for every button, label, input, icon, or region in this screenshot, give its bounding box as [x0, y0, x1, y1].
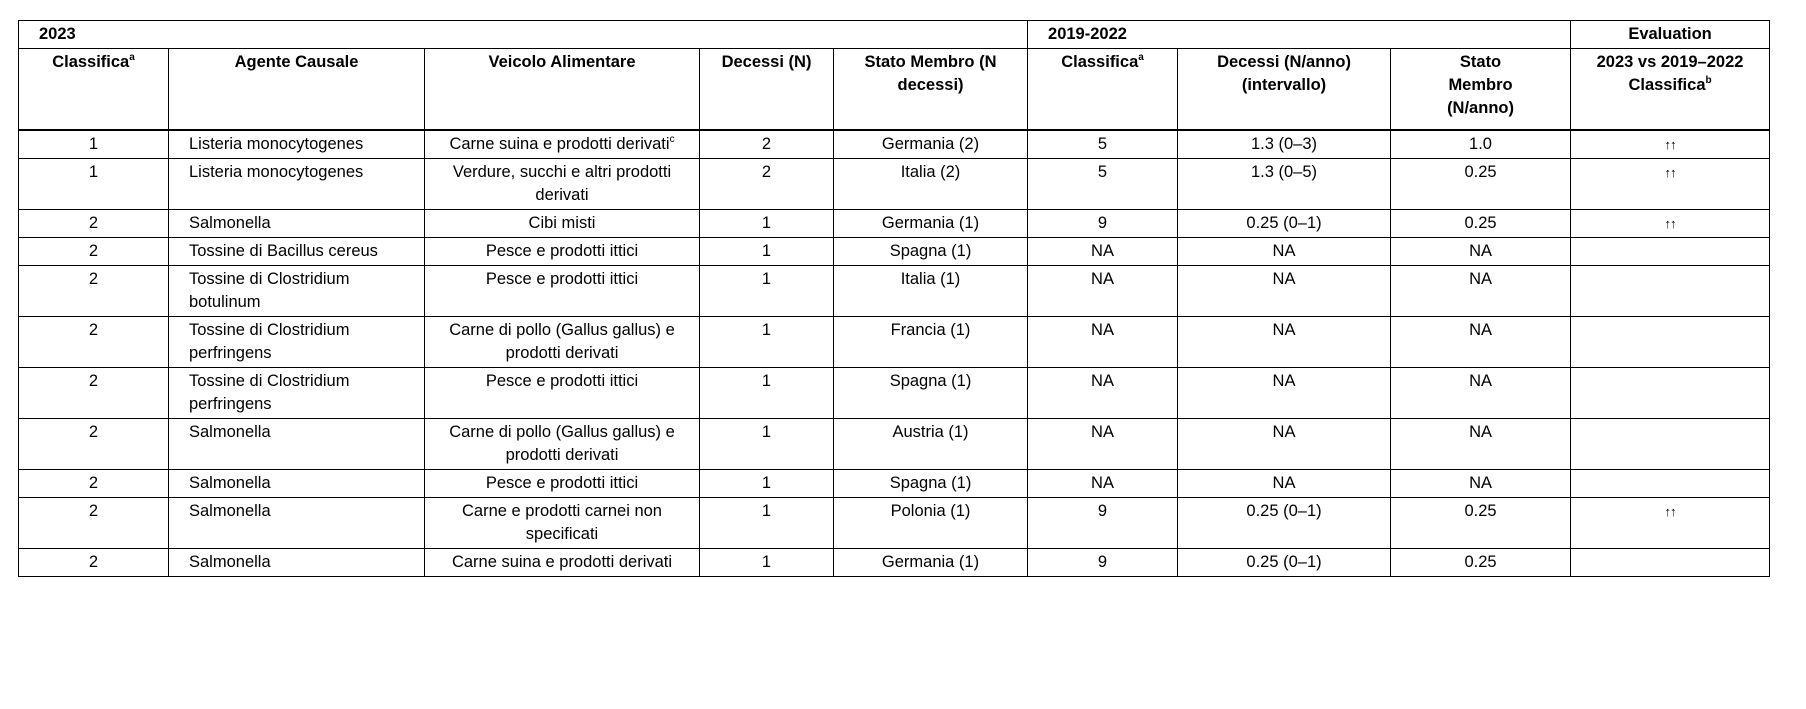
- cell-vehicle: [425, 470, 700, 498]
- cell-vehicle-text: Carne suina e prodotti derivati: [451, 553, 673, 571]
- cell-member-per-year-text: NA: [1469, 270, 1492, 288]
- cell-agent-text: Salmonella: [189, 474, 271, 492]
- cell-member-state: [834, 317, 1028, 368]
- cell-member-per-year-text: NA: [1469, 372, 1492, 390]
- cell-rank-2023-text: 2: [88, 270, 99, 288]
- col-header-classifica-2019-2022: [1028, 49, 1178, 131]
- cell-deaths-per-year: [1178, 317, 1391, 368]
- cell-deaths-per-year: [1178, 159, 1391, 210]
- cell-member-state-text: Austria (1): [892, 423, 969, 441]
- cell-deaths-per-year: [1178, 238, 1391, 266]
- cell-rank-2023-text: 2: [88, 242, 99, 260]
- footnote-a: a: [1138, 51, 1144, 63]
- cell-deaths-per-year-text: 0.25 (0–1): [1246, 553, 1322, 571]
- cell-deaths-per-year: [1178, 130, 1391, 159]
- cell-deaths-per-year: [1178, 266, 1391, 317]
- cell-agent-text: Tossine di Clostridium perfringens: [189, 321, 350, 362]
- cell-deaths: [700, 317, 834, 368]
- cell-deaths: [700, 159, 834, 210]
- cell-vehicle: [425, 549, 700, 577]
- cell-deaths: [700, 266, 834, 317]
- cell-agent-text: Salmonella: [189, 502, 271, 520]
- cell-evaluation: [1571, 419, 1770, 470]
- cell-agent-text: Listeria monocytogenes: [189, 135, 364, 153]
- cell-member-state: [834, 159, 1028, 210]
- cell-deaths-per-year: [1178, 368, 1391, 419]
- cell-rank-2023: [19, 549, 169, 577]
- cell-member-per-year: [1391, 238, 1571, 266]
- cell-agent: [169, 266, 425, 317]
- cell-rank-2023: [19, 266, 169, 317]
- cell-rank-2023: [19, 238, 169, 266]
- cell-member-state-text: Spagna (1): [889, 372, 972, 390]
- cell-agent: [169, 130, 425, 159]
- table-row: [19, 266, 1770, 317]
- cell-member-state-text: Spagna (1): [889, 242, 972, 260]
- cell-agent: [169, 317, 425, 368]
- cell-rank-2023: [19, 368, 169, 419]
- cell-member-state-text: Germania (1): [881, 553, 980, 571]
- cell-deaths: [700, 549, 834, 577]
- cell-deaths-text: 1: [761, 214, 772, 232]
- cell-deaths-text: 1: [761, 242, 772, 260]
- table-row: [19, 159, 1770, 210]
- cell-agent: [169, 419, 425, 470]
- cell-member-state-text: Germania (2): [881, 135, 980, 153]
- cell-agent-text: Listeria monocytogenes: [189, 163, 364, 181]
- cell-evaluation: [1571, 470, 1770, 498]
- cell-vehicle-text: Carne di pollo (Gallus gallus) e prodotti derivati: [449, 321, 675, 362]
- cell-rank-2019-2022-text: NA: [1091, 270, 1114, 288]
- column-header-row: [19, 49, 1770, 131]
- cell-agent-text: Tossine di Clostridium perfringens: [189, 372, 350, 413]
- table-row: [19, 549, 1770, 577]
- table-container: [18, 20, 1770, 577]
- cell-vehicle-text: Carne e prodotti carnei non specificati: [462, 502, 662, 543]
- cell-vehicle: [425, 159, 700, 210]
- cell-rank-2019-2022-text: NA: [1091, 321, 1114, 339]
- cell-agent: [169, 549, 425, 577]
- cell-rank-2023-text: 2: [88, 474, 99, 492]
- cell-deaths-text: 1: [761, 553, 772, 571]
- cell-vehicle: [425, 368, 700, 419]
- cell-member-per-year-text: NA: [1469, 474, 1492, 492]
- cell-vehicle: [425, 498, 700, 549]
- cell-deaths-per-year-text: 0.25 (0–1): [1246, 214, 1322, 232]
- cell-vehicle-text: Pesce e prodotti ittici: [485, 242, 639, 260]
- cell-member-per-year-text: 0.25: [1464, 214, 1497, 232]
- cell-rank-2023: [19, 419, 169, 470]
- cell-evaluation: [1571, 266, 1770, 317]
- table-row: [19, 419, 1770, 470]
- cell-vehicle-text: Cibi misti: [528, 214, 596, 232]
- group-header-row: [19, 21, 1770, 49]
- cell-evaluation-text: ↑↑: [1664, 216, 1676, 231]
- table-row: [19, 470, 1770, 498]
- cell-deaths-text: 1: [761, 372, 772, 390]
- cell-member-per-year: [1391, 470, 1571, 498]
- cell-member-state-text: Francia (1): [890, 321, 971, 339]
- cell-rank-2019-2022-text: NA: [1091, 423, 1114, 441]
- cell-member-state: [834, 498, 1028, 549]
- group-header-2023: 2023: [19, 21, 1028, 49]
- cell-vehicle: [425, 266, 700, 317]
- cell-deaths-per-year: [1178, 210, 1391, 238]
- cell-member-state: [834, 210, 1028, 238]
- cell-rank-2023-text: 2: [88, 372, 99, 390]
- cell-evaluation: [1571, 549, 1770, 577]
- cell-vehicle: [425, 238, 700, 266]
- cell-agent: [169, 498, 425, 549]
- cell-agent-text: Salmonella: [189, 553, 271, 571]
- cell-rank-2019-2022: [1028, 419, 1178, 470]
- cell-member-state: [834, 470, 1028, 498]
- cell-deaths-text: 1: [761, 270, 772, 288]
- col-header-stato: Stato Membro (N decessi): [834, 49, 1028, 131]
- table-row: [19, 130, 1770, 159]
- cell-rank-2023: [19, 130, 169, 159]
- cell-agent-text: Tossine di Clostridium botulinum: [189, 270, 350, 311]
- cell-rank-2019-2022-text: 9: [1097, 214, 1108, 232]
- cell-evaluation: [1571, 238, 1770, 266]
- cell-evaluation: [1571, 210, 1770, 238]
- cell-member-per-year: [1391, 317, 1571, 368]
- col-header-classifica-2023-label: Classifica: [52, 53, 130, 71]
- cell-vehicle-text: Pesce e prodotti ittici: [485, 474, 639, 492]
- cell-vehicle-text: Pesce e prodotti ittici: [485, 372, 639, 390]
- table-row: [19, 368, 1770, 419]
- cell-rank-2023: [19, 159, 169, 210]
- cell-member-state: [834, 266, 1028, 317]
- cell-vehicle-text: Carne di pollo (Gallus gallus) e prodotti derivati: [449, 423, 675, 464]
- cell-deaths: [700, 368, 834, 419]
- cell-deaths-per-year: [1178, 470, 1391, 498]
- footnote-b: b: [1705, 74, 1712, 86]
- cell-agent-text: Salmonella: [189, 214, 271, 232]
- cell-vehicle: [425, 317, 700, 368]
- cell-evaluation-text: ↑↑: [1664, 165, 1676, 180]
- col-header-classifica-2023: [19, 49, 169, 131]
- cell-agent: [169, 368, 425, 419]
- cell-deaths-per-year-text: NA: [1272, 372, 1296, 390]
- cell-rank-2023-text: 2: [88, 553, 99, 571]
- cell-evaluation: [1571, 130, 1770, 159]
- cell-rank-2023: [19, 210, 169, 238]
- table-row: [19, 317, 1770, 368]
- cell-vehicle-text: Pesce e prodotti ittici: [485, 270, 639, 288]
- cell-deaths-per-year-text: 1.3 (0–3): [1250, 135, 1318, 153]
- cell-deaths: [700, 210, 834, 238]
- cell-member-state-text: Italia (1): [900, 270, 961, 288]
- cell-deaths-text: 1: [761, 423, 772, 441]
- col-header-decessi: Decessi (N): [700, 49, 834, 131]
- cell-member-per-year: [1391, 419, 1571, 470]
- cell-rank-2019-2022: [1028, 549, 1178, 577]
- cell-deaths-per-year-text: NA: [1272, 321, 1296, 339]
- cell-member-per-year: [1391, 130, 1571, 159]
- cell-agent: [169, 470, 425, 498]
- table-body: [19, 130, 1770, 577]
- cell-member-state: [834, 368, 1028, 419]
- cell-rank-2023-text: 2: [88, 214, 99, 232]
- cell-rank-2023-text: 1: [88, 163, 99, 181]
- cell-member-state-text: Germania (1): [881, 214, 980, 232]
- cell-vehicle-text: Carne suina e prodotti derivati: [449, 135, 670, 153]
- col-header-agente: Agente Causale: [169, 49, 425, 131]
- cell-member-state-text: Italia (2): [900, 163, 961, 181]
- cell-member-per-year: [1391, 159, 1571, 210]
- cell-rank-2019-2022-text: 5: [1097, 163, 1108, 181]
- cell-deaths-per-year-text: 1.3 (0–5): [1250, 163, 1318, 181]
- cell-vehicle: [425, 419, 700, 470]
- cell-member-per-year: [1391, 368, 1571, 419]
- cell-vehicle: [425, 130, 700, 159]
- cell-rank-2019-2022: [1028, 159, 1178, 210]
- cell-member-per-year-text: 0.25: [1464, 163, 1497, 181]
- cell-agent: [169, 159, 425, 210]
- cell-deaths: [700, 419, 834, 470]
- cell-rank-2019-2022: [1028, 470, 1178, 498]
- cell-rank-2023-text: 2: [88, 502, 99, 520]
- table-row: [19, 238, 1770, 266]
- cell-member-state: [834, 419, 1028, 470]
- cell-deaths-per-year-text: NA: [1272, 242, 1296, 260]
- cell-deaths: [700, 498, 834, 549]
- cell-member-per-year-text: NA: [1469, 423, 1492, 441]
- cell-rank-2023: [19, 470, 169, 498]
- group-header-evaluation: Evaluation: [1571, 21, 1770, 49]
- col-header-evaluation-label: 2023 vs 2019–2022 Classifica: [1596, 53, 1744, 94]
- cell-rank-2019-2022-text: 9: [1097, 502, 1108, 520]
- cell-rank-2023: [19, 317, 169, 368]
- cell-agent: [169, 210, 425, 238]
- foodborne-deaths-table: [18, 20, 1770, 577]
- cell-deaths: [700, 238, 834, 266]
- cell-member-state-text: Polonia (1): [890, 502, 971, 520]
- cell-member-state-text: Spagna (1): [889, 474, 972, 492]
- cell-rank-2019-2022-text: 9: [1097, 553, 1108, 571]
- cell-rank-2019-2022-text: NA: [1091, 372, 1114, 390]
- cell-rank-2019-2022: [1028, 317, 1178, 368]
- footnote-a: a: [129, 51, 135, 63]
- cell-deaths-per-year: [1178, 498, 1391, 549]
- cell-rank-2019-2022-text: NA: [1091, 474, 1114, 492]
- cell-evaluation: [1571, 498, 1770, 549]
- cell-rank-2019-2022: [1028, 498, 1178, 549]
- cell-rank-2023-text: 1: [88, 135, 99, 153]
- cell-deaths-text: 2: [761, 135, 772, 153]
- cell-member-state: [834, 130, 1028, 159]
- cell-agent-text: Tossine di Bacillus cereus: [189, 242, 378, 260]
- cell-member-per-year-text: 1.0: [1469, 135, 1492, 153]
- cell-rank-2019-2022-text: 5: [1097, 135, 1108, 153]
- cell-rank-2019-2022: [1028, 238, 1178, 266]
- cell-rank-2019-2022: [1028, 210, 1178, 238]
- cell-member-per-year: [1391, 498, 1571, 549]
- cell-member-per-year-text: NA: [1469, 242, 1492, 260]
- cell-member-per-year-text: 0.25: [1464, 502, 1497, 520]
- table-row: [19, 498, 1770, 549]
- cell-evaluation-text: ↑↑: [1664, 137, 1676, 152]
- col-header-classifica-2019-2022-label: Classifica: [1061, 53, 1139, 71]
- group-header-2019-2022: 2019-2022: [1028, 21, 1571, 49]
- cell-deaths-per-year-text: 0.25 (0–1): [1246, 502, 1322, 520]
- footnote-c: c: [669, 133, 675, 145]
- cell-rank-2019-2022: [1028, 368, 1178, 419]
- cell-member-per-year-text: 0.25: [1464, 553, 1497, 571]
- cell-member-per-year: [1391, 210, 1571, 238]
- col-header-decessi-anno: Decessi (N/anno) (intervallo): [1178, 49, 1391, 131]
- col-header-veicolo: Veicolo Alimentare: [425, 49, 700, 131]
- cell-evaluation: [1571, 368, 1770, 419]
- cell-member-per-year: [1391, 266, 1571, 317]
- cell-deaths-text: 1: [761, 321, 772, 339]
- cell-rank-2023-text: 2: [88, 321, 99, 339]
- cell-deaths-text: 1: [761, 474, 772, 492]
- cell-vehicle-text: Verdure, succhi e altri prodotti derivati: [452, 163, 672, 204]
- cell-deaths-per-year-text: NA: [1272, 423, 1296, 441]
- cell-deaths-per-year: [1178, 549, 1391, 577]
- cell-deaths: [700, 470, 834, 498]
- col-header-evaluation: [1571, 49, 1770, 131]
- cell-rank-2019-2022: [1028, 266, 1178, 317]
- cell-evaluation: [1571, 317, 1770, 368]
- cell-rank-2023-text: 2: [88, 423, 99, 441]
- cell-rank-2019-2022: [1028, 130, 1178, 159]
- cell-deaths-per-year-text: NA: [1272, 270, 1296, 288]
- cell-member-state: [834, 238, 1028, 266]
- cell-vehicle: [425, 210, 700, 238]
- cell-member-per-year-text: NA: [1469, 321, 1492, 339]
- cell-rank-2019-2022-text: NA: [1091, 242, 1114, 260]
- col-header-stato-anno: Stato Membro (N/anno): [1391, 49, 1571, 131]
- cell-deaths-per-year-text: NA: [1272, 474, 1296, 492]
- cell-deaths: [700, 130, 834, 159]
- cell-deaths-text: 1: [761, 502, 772, 520]
- cell-member-state: [834, 549, 1028, 577]
- cell-deaths-text: 2: [761, 163, 772, 181]
- cell-member-per-year: [1391, 549, 1571, 577]
- table-row: [19, 210, 1770, 238]
- cell-evaluation-text: ↑↑: [1664, 504, 1676, 519]
- cell-deaths-per-year: [1178, 419, 1391, 470]
- cell-rank-2023: [19, 498, 169, 549]
- cell-agent-text: Salmonella: [189, 423, 271, 441]
- cell-agent: [169, 238, 425, 266]
- cell-evaluation: [1571, 159, 1770, 210]
